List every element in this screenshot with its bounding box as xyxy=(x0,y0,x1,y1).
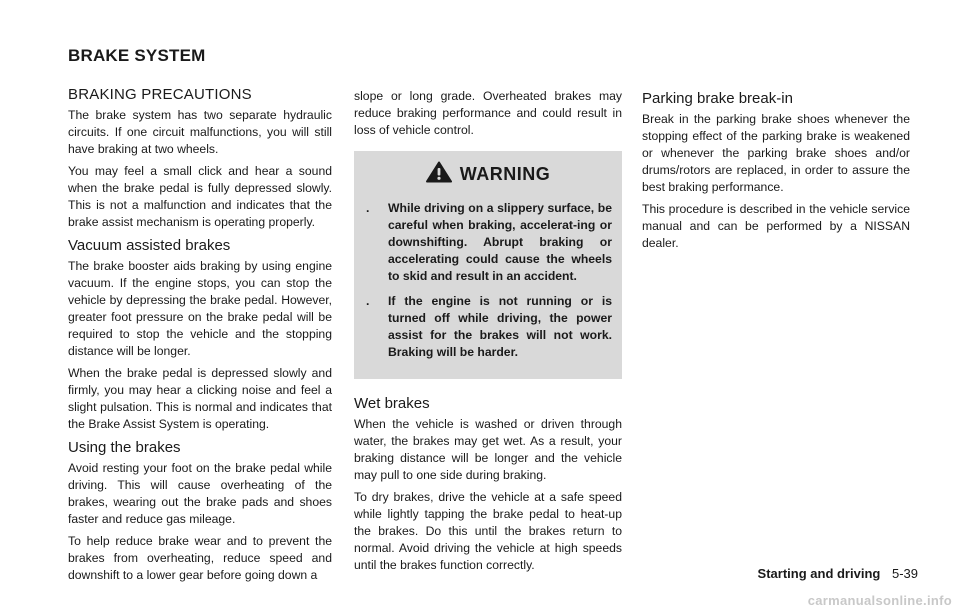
column-1 xyxy=(68,86,332,589)
subheading-parking-brake-break-in: Parking brake break-in xyxy=(642,90,793,107)
warning-item-text: While driving on a slippery surface, be careful when braking, accelerat-ing or downshifting. Abrupt braking or accelerating could cause the wheels to skid and result in an accident. xyxy=(388,201,612,283)
warning-triangle-icon xyxy=(426,161,452,188)
paragraph: When the brake pedal is depressed slowly and firmly, you may hear a clicking noise and feel a slight pulsation. This is normal and indicates that the Brake Assist System is operating. xyxy=(68,366,332,431)
paragraph: This procedure is described in the vehicle service manual and can be performed by a NISSAN dealer. xyxy=(642,202,910,250)
paragraph: To help reduce brake wear and to prevent the brakes from overheating, reduce speed and downshift to a lower gear before going down a xyxy=(68,534,332,582)
column-3 xyxy=(642,90,910,257)
watermark-text: carmanualsonline.info xyxy=(807,593,952,608)
subheading-vacuum-assisted-brakes: Vacuum assisted brakes xyxy=(68,237,231,254)
page-header-title: BRAKE SYSTEM xyxy=(68,46,206,65)
paragraph: Break in the parking brake shoes whenever the stopping effect of the parking brake is weakened or whenever the parking brake shoes and/or drums/rotors are replaced, in order to assure the best braking performance. xyxy=(642,112,910,194)
paragraph: You may feel a small click and hear a sound when the brake pedal is fully depressed slowly. This is not a malfunction and indicates that the brake assist mechanism is operating properly. xyxy=(68,164,332,229)
warning-item xyxy=(364,293,612,361)
bullet-mark: . xyxy=(366,294,370,308)
warning-item xyxy=(364,200,612,285)
subheading-wet-brakes: Wet brakes xyxy=(354,395,430,412)
bullet-mark: . xyxy=(366,201,370,215)
column-2 xyxy=(354,88,622,579)
paragraph: Avoid resting your foot on the brake pedal while driving. This will cause overheating of the brakes, wearing out the brake pads and shoes faster and reduce gas mileage. xyxy=(68,461,332,526)
warning-item-text: If the engine is not running or is turned off while driving, the power assist for the brakes will not work. Braking will be harder. xyxy=(388,294,612,359)
subheading-using-the-brakes: Using the brakes xyxy=(68,439,181,456)
warning-header xyxy=(364,161,612,188)
paragraph: The brake booster aids braking by using engine vacuum. If the engine stops, you can stop the vehicle by depressing the brake pedal. However, greater foot pressure on the brake pedal will be required to stop the vehicle and the stopping distance will be longer. xyxy=(68,259,332,358)
paragraph: To dry brakes, drive the vehicle at a safe speed while lightly tapping the brake pedal to heat-up the brakes. Do this until the brakes return to normal. Avoid driving the vehicle at high speeds until the brakes function correctly. xyxy=(354,490,622,572)
warning-list xyxy=(364,200,612,361)
paragraph: When the vehicle is washed or driven through water, the brakes may get wet. As a result, your braking distance will be longer and the vehicle may pull to one side during braking. xyxy=(354,417,622,482)
warning-box xyxy=(354,151,622,379)
footer-section-name: Starting and driving xyxy=(757,566,881,581)
page-number: 5-39 xyxy=(891,566,918,581)
warning-title: WARNING xyxy=(459,164,551,184)
paragraph: The brake system has two separate hydraulic circuits. If one circuit malfunctions, you will still have braking at two wheels. xyxy=(68,108,332,156)
page-footer xyxy=(758,566,918,581)
paragraph: slope or long grade. Overheated brakes may reduce braking performance and could result in loss of vehicle control. xyxy=(354,89,622,137)
section-title-braking-precautions: BRAKING PRECAUTIONS xyxy=(68,86,252,103)
